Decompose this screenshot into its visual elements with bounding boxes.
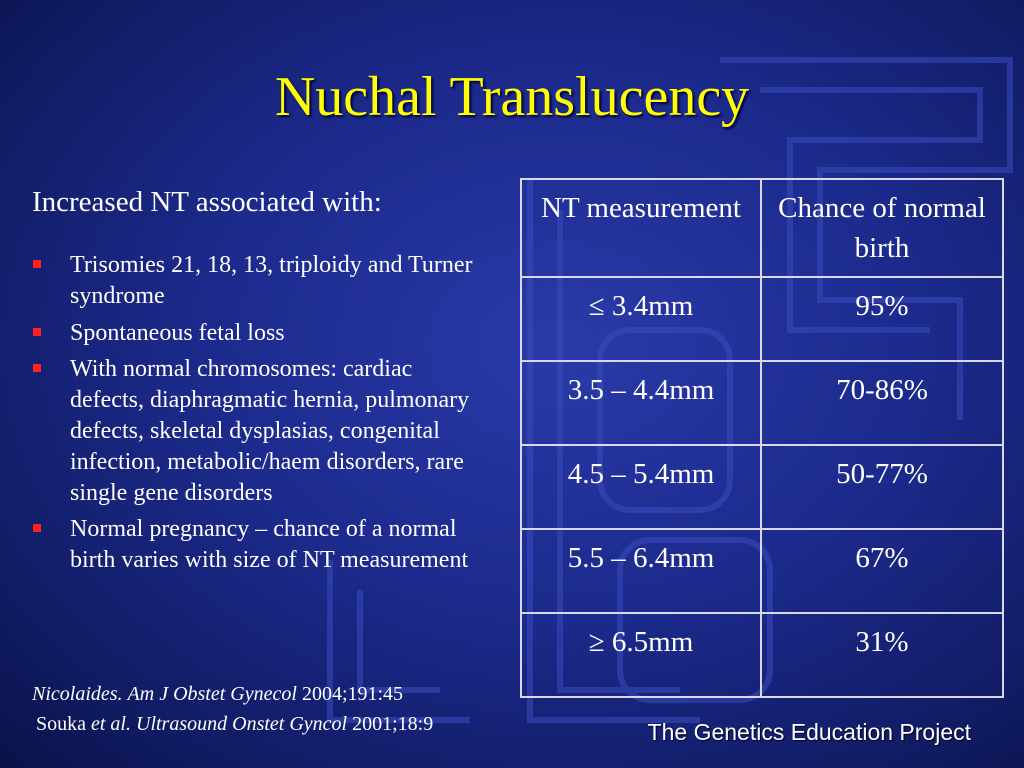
table-header-row <box>521 179 1003 277</box>
table-cell: 5.5 – 6.4mm <box>521 529 761 613</box>
reference-authors: Souka <box>36 713 86 735</box>
table-cell: 95% <box>761 277 1003 361</box>
table-row <box>521 277 1003 361</box>
bullet-item <box>30 250 490 312</box>
table-row <box>521 445 1003 529</box>
nt-table <box>520 178 1004 698</box>
table-row <box>521 361 1003 445</box>
intro-text: Increased NT associated with: <box>32 186 382 218</box>
reference-journal: Am J Obstet Gynecol <box>127 683 297 705</box>
table-header-cell: NT measurement <box>521 179 761 277</box>
reference-1 <box>32 681 403 707</box>
reference-etal: et al. <box>91 713 131 735</box>
table-cell: 4.5 – 5.4mm <box>521 445 761 529</box>
reference-journal: Ultrasound Onstet Gyncol <box>136 713 348 735</box>
square-bullet-icon <box>33 260 41 268</box>
table-cell: 3.5 – 4.4mm <box>521 361 761 445</box>
square-bullet-icon <box>33 524 41 532</box>
bullet-list <box>30 250 490 582</box>
table-cell: 70-86% <box>761 361 1003 445</box>
bullet-item <box>30 318 490 349</box>
table-header-cell: Chance of normal birth <box>761 179 1003 277</box>
reference-authors: Nicolaides. <box>32 683 123 705</box>
bullet-text: With normal chromosomes: cardiac defects, diaphragmatic hernia, pulmonary defects, skeletal dysplasias, congenital infection, metabolic/haem disorders, rare single gene disorders <box>70 356 470 506</box>
table-cell: ≤ 3.4mm <box>521 277 761 361</box>
table-cell: 67% <box>761 529 1003 613</box>
table-cell: ≥ 6.5mm <box>521 613 761 697</box>
bullet-text: Normal pregnancy – chance of a normal birth varies with size of NT measurement <box>70 516 469 574</box>
table-row <box>521 529 1003 613</box>
bullet-item <box>30 354 490 508</box>
footer-credit: The Genetics Education Project <box>647 719 971 745</box>
reference-2 <box>36 711 433 737</box>
reference-citation: 2001;18:9 <box>352 713 434 735</box>
bullet-text: Trisomies 21, 18, 13, triploidy and Turner syndrome <box>70 252 473 309</box>
bullet-text: Spontaneous fetal loss <box>70 319 285 346</box>
reference-citation: 2004;191:45 <box>301 683 404 705</box>
bullet-item <box>30 514 490 576</box>
table-cell: 31% <box>761 613 1003 697</box>
table-row <box>521 613 1003 697</box>
table-cell: 50-77% <box>761 445 1003 529</box>
square-bullet-icon <box>33 364 41 372</box>
slide-title: Nuchal Translucency <box>274 66 750 128</box>
square-bullet-icon <box>33 328 41 336</box>
